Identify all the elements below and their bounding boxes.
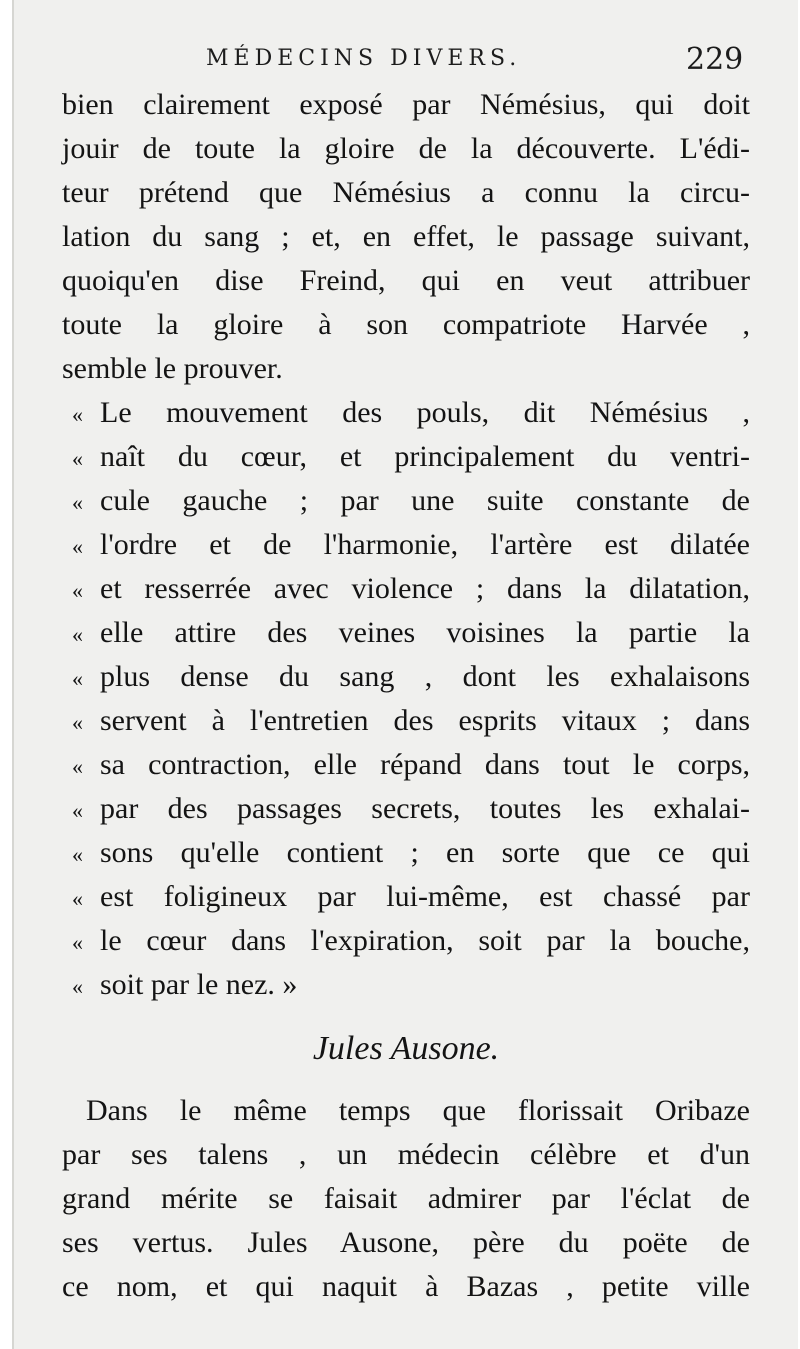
quote-mark: « — [72, 666, 83, 691]
quote-mark: « — [72, 930, 83, 955]
quote-text: elle attire des veines voisines la partie la — [100, 616, 750, 649]
quote-line — [72, 746, 750, 786]
quote-text: soit par le nez. » — [100, 968, 298, 1001]
quote-text: sons qu'elle contient ; en sorte que ce qui — [100, 836, 750, 869]
quote-line — [72, 790, 750, 830]
quote-mark: « — [72, 754, 83, 779]
quote-mark: « — [72, 886, 83, 911]
quote-text: Le mouvement des pouls, dit Némésius , — [100, 396, 750, 429]
text-line: bien clairement exposé par Némésius, qui doit — [62, 88, 750, 121]
quote-text: sa contraction, elle répand dans tout le corps, — [100, 748, 750, 781]
quote-mark: « — [72, 402, 83, 427]
quote-text: le cœur dans l'expiration, soit par la bouche, — [100, 924, 750, 957]
quote-line — [72, 922, 750, 962]
text-line: toute la gloire à son compatriote Harvée , — [62, 308, 750, 341]
quote-line — [72, 658, 750, 698]
book-page — [12, 0, 798, 1349]
quote-line — [72, 834, 750, 874]
quote-line — [72, 614, 750, 654]
quote-line — [72, 966, 750, 1006]
text-line: semble le prouver. — [62, 352, 283, 385]
page-gutter — [0, 0, 12, 1349]
text-line: teur prétend que Némésius a connu la circu- — [62, 176, 750, 209]
quote-text: servent à l'entretien des esprits vitaux ; dans — [100, 704, 750, 737]
quote-mark: « — [72, 578, 83, 603]
quote-line — [72, 526, 750, 566]
page-number: 229 — [686, 42, 744, 77]
quote-mark: « — [72, 622, 83, 647]
text-line: grand mérite se faisait admirer par l'éclat de — [62, 1182, 750, 1215]
running-title: MÉDECINS DIVERS. — [206, 46, 522, 71]
quote-line — [72, 394, 750, 434]
quote-text: et resserrée avec violence ; dans la dilatation, — [100, 572, 750, 605]
text-line: ce nom, et qui naquit à Bazas , petite ville — [62, 1270, 750, 1303]
quote-mark: « — [72, 798, 83, 823]
quote-line — [72, 438, 750, 478]
quote-text: l'ordre et de l'harmonie, l'artère est dilatée — [100, 528, 750, 561]
quote-line — [72, 570, 750, 610]
text-line: quoiqu'en dise Freind, qui en veut attribuer — [62, 264, 750, 297]
quote-mark: « — [72, 446, 83, 471]
quote-mark: « — [72, 974, 83, 999]
quote-text: par des passages secrets, toutes les exhalai- — [100, 792, 750, 825]
page-header — [14, 40, 798, 80]
quote-text: plus dense du sang , dont les exhalaisons — [100, 660, 750, 693]
text-line: Dans le même temps que florissait Oribaze — [86, 1094, 750, 1127]
quote-mark: « — [72, 710, 83, 735]
text-line: jouir de toute la gloire de la découverte. L'édi- — [62, 132, 750, 165]
quote-mark: « — [72, 534, 83, 559]
quote-line — [72, 702, 750, 742]
text-line: lation du sang ; et, en effet, le passage suivant, — [62, 220, 750, 253]
quote-mark: « — [72, 842, 83, 867]
quote-mark: « — [72, 490, 83, 515]
quote-text: cule gauche ; par une suite constante de — [100, 484, 750, 517]
text-line: ses vertus. Jules Ausone, père du poëte de — [62, 1226, 750, 1259]
quote-text: est foligineux par lui-même, est chassé par — [100, 880, 750, 913]
text-line: par ses talens , un médecin célèbre et d'un — [62, 1138, 750, 1171]
section-heading: Jules Ausone. — [312, 1030, 500, 1067]
quote-line — [72, 482, 750, 522]
quote-text: naît du cœur, et principalement du ventri- — [100, 440, 750, 473]
quote-line — [72, 878, 750, 918]
